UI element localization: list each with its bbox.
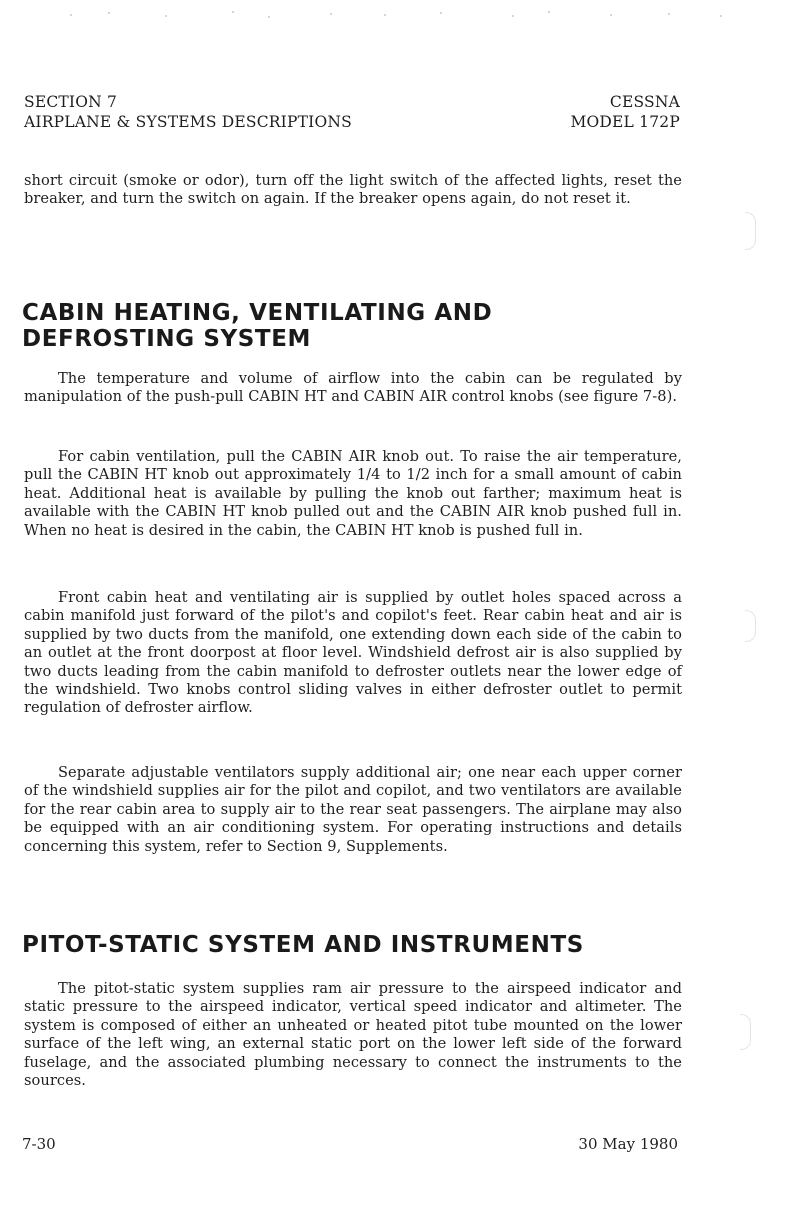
section-title: AIRPLANE & SYSTEMS DESCRIPTIONS bbox=[24, 113, 352, 131]
pitot-static-heading: PITOT-STATIC SYSTEM AND INSTRUMENTS bbox=[22, 932, 584, 958]
continuation-paragraph: short circuit (smoke or odor), turn off the light switch of the affected lights, reset the breaker, and turn the switch on again. If the breaker opens again, do not reset it. bbox=[24, 172, 682, 208]
model-header bbox=[570, 92, 680, 132]
cabin-heading-line1: CABIN HEATING, VENTILATING AND bbox=[22, 300, 493, 326]
cabin-paragraph-1: The temperature and volume of airflow into the cabin can be regulated by manipulation of the push-pull CABIN HT and CABIN AIR control knobs (see figure 7-8). bbox=[24, 370, 682, 406]
revision-date: 30 May 1980 bbox=[578, 1135, 678, 1153]
cabin-heading-line2: DEFROSTING SYSTEM bbox=[22, 326, 311, 352]
pitot-paragraph: The pitot-static system supplies ram air pressure to the airspeed indicator and static pressure to the airspeed indicator, vertical speed indicator and altimeter. The system is composed of either an unheated or heated pitot tube mounted on the lower surface of the left wing, an external static port on the lower left side of the forward fuselage, and the associated plumbing necessary to connect the instruments to the sources. bbox=[24, 980, 682, 1090]
brand-name: CESSNA bbox=[609, 93, 680, 111]
cabin-paragraph-4: Separate adjustable ventilators supply additional air; one near each upper corner of the windshield supplies air for the pilot and copilot, and two ventilators are available for the rear cabin area to supply air to the rear seat passengers. The airplane may also be equipped with an air conditioning system. For operating instructions and details concerning this system, refer to Section 9, Supplements. bbox=[24, 764, 682, 855]
cabin-paragraph-2: For cabin ventilation, pull the CABIN AIR knob out. To raise the air temperature, pull the CABIN HT knob out approximately 1/4 to 1/2 inch for a small amount of cabin heat. Additional heat is available by pulling the knob out farther; maximum heat is available with the CABIN HT knob pulled out and the CABIN AIR knob pushed full in. When no heat is desired in the cabin, the CABIN HT knob is pushed full in. bbox=[24, 448, 682, 539]
model-name: MODEL 172P bbox=[570, 113, 680, 131]
page-number: 7-30 bbox=[22, 1135, 56, 1153]
cabin-heating-heading bbox=[22, 300, 492, 352]
section-number: SECTION 7 bbox=[24, 93, 118, 111]
cabin-paragraph-3: Front cabin heat and ventilating air is supplied by outlet holes spaced across a cabin manifold just forward of the pilot's and copilot's feet. Rear cabin heat and air is supplied by two ducts from the manifold, one extending down each side of the cabin to an outlet at the front doorpost at floor level. Windshield defrost air is also supplied by two ducts leading from the cabin manifold to defroster outlets near the lower edge of the windshield. Two knobs control sliding valves in either defroster outlet to permit regulation of defroster airflow. bbox=[24, 589, 682, 717]
section-header bbox=[24, 92, 352, 132]
